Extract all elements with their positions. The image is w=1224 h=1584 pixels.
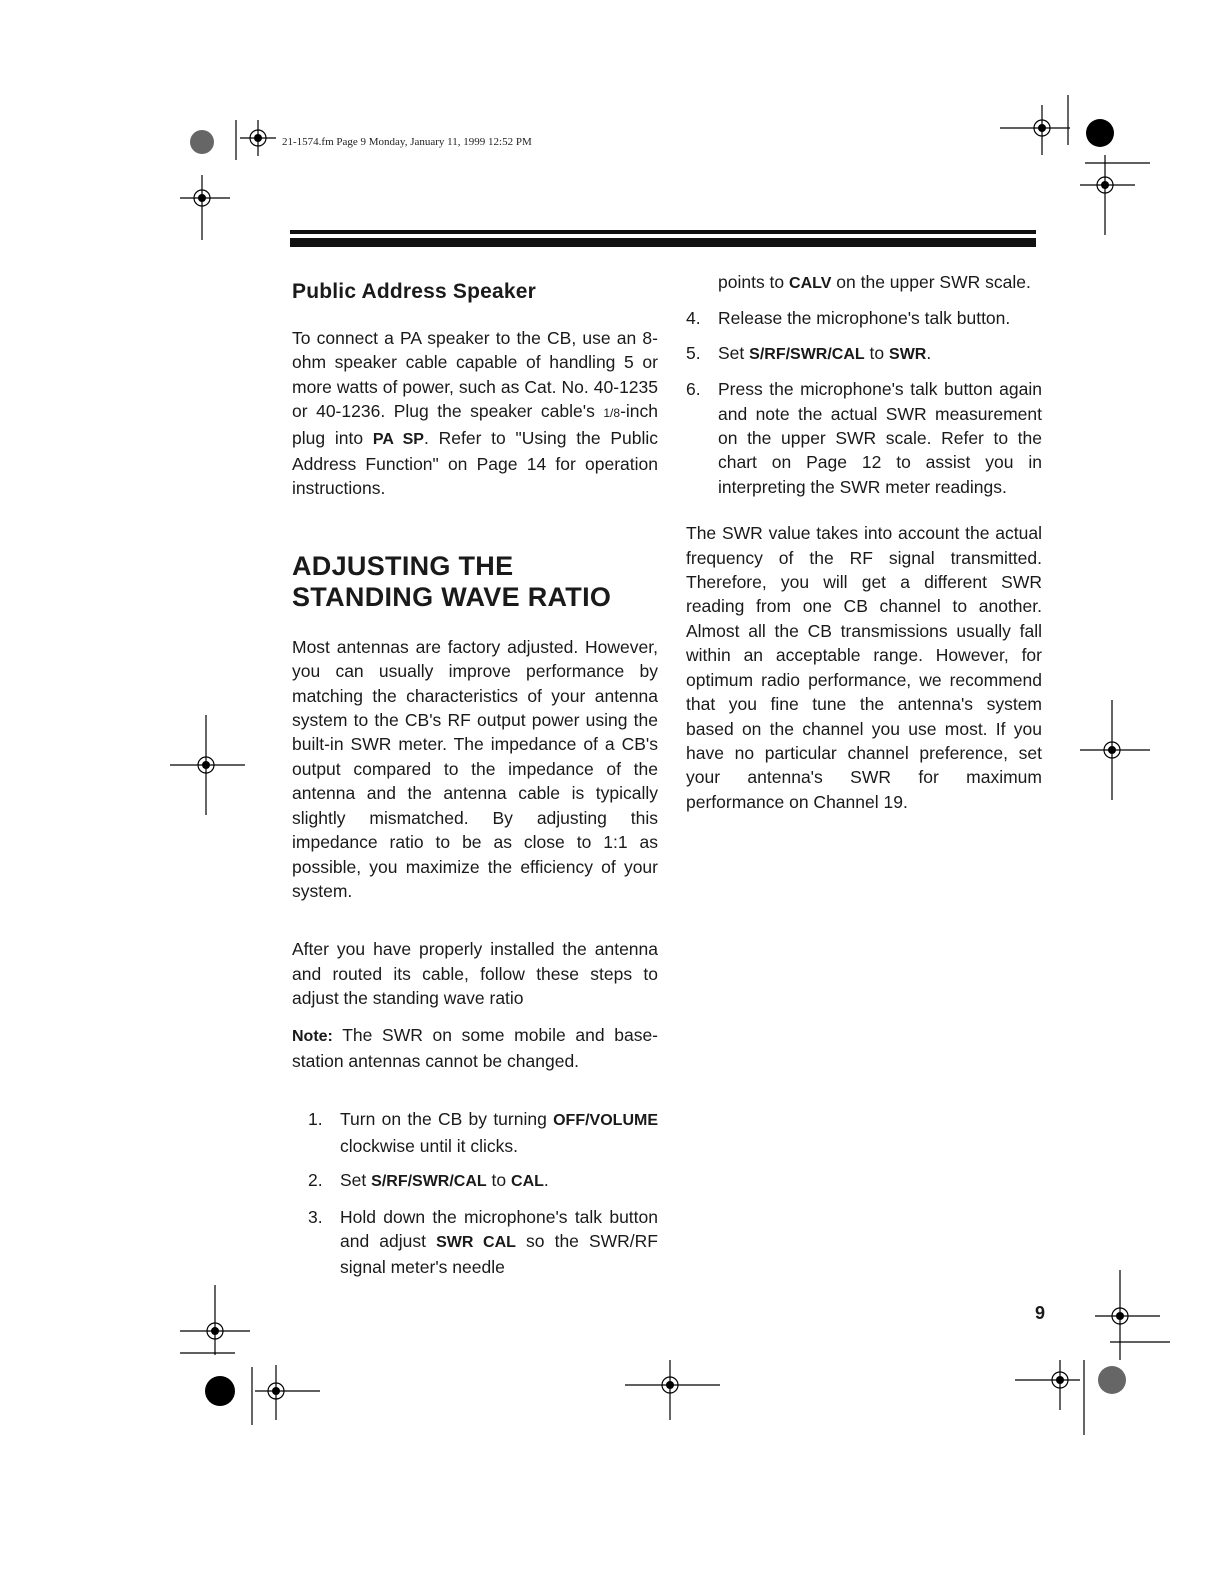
swr-value-paragraph: The SWR value takes into account the actual frequency of the RF signal transmitted. Therefore, you will get a different SWR reading from one CB channel to another. Almost all the CB transmissions usually fall within an acceptable range. However, for optimum radio performance, we recommend that you fine tune the antenna's system based on the channel you use most. If you have no particular channel preference, set your antenna's SWR for maximum performance on Channel 19.	[686, 523, 1042, 812]
step-number: 2.	[308, 1170, 323, 1191]
starburst-icon	[190, 130, 214, 154]
list-item	[308, 1205, 658, 1280]
list-item	[686, 377, 1042, 499]
swr-note	[292, 1023, 658, 1074]
list-item	[686, 341, 1042, 367]
registration-marks-top-right	[990, 95, 1150, 245]
registration-marks-top-left	[180, 120, 320, 250]
step-text: Set	[340, 1170, 372, 1191]
registration-mark-right-mid	[1080, 700, 1160, 810]
registration-marks-bottom-right	[1010, 1270, 1170, 1440]
pa-text-2: -inch plug into	[292, 401, 658, 448]
swr-intro-paragraph: Most antennas are factory adjusted. However, you can usually improve performance by matching the characteristics of your antenna system to the CB's RF output power using the built-in SWR meter. The impedance of a CB's output compared to the impedance of the antenna and the antenna cable is typically slightly mismatched. By adjusting this impedance ratio to be as close to 1:1 as possible, you maximize the efficiency of your system.	[292, 636, 658, 901]
step-text: Press the microphone's talk button again and note the actual SWR measurement on the upper SWR scale. Refer to the chart on Page 12 to assist you in interpreting the SWR meter readings.	[718, 379, 1042, 497]
page-number: 9	[1035, 1303, 1046, 1323]
solid-dot-icon	[205, 1376, 235, 1406]
control-name: CAL	[511, 1173, 544, 1191]
step-number: 3.	[308, 1206, 323, 1227]
step-text: clockwise until it clicks.	[340, 1135, 518, 1156]
step-text: .	[926, 342, 932, 363]
swr-title-line2: STANDING WAVE RATIO	[292, 581, 612, 612]
step-text: Turn on the CB by turning	[340, 1109, 554, 1130]
step-text: on the upper SWR scale.	[831, 272, 1031, 292]
note-label: Note:	[292, 1027, 333, 1045]
pa-text-3: . Refer to "Using the Public Address Function" on Page 14 for operation instructions.	[292, 427, 659, 499]
step-text: Release the microphone's talk button.	[718, 308, 1011, 329]
step-number: 4.	[686, 308, 701, 329]
note-text: The SWR on some mobile and base-station antennas cannot be changed.	[292, 1024, 658, 1071]
control-name: S/RF/SWR/CAL	[749, 345, 865, 363]
left-column	[292, 280, 658, 1290]
registration-marks-bottom-left	[180, 1285, 330, 1445]
top-rule-thick	[290, 238, 1036, 247]
control-name: SWR	[889, 345, 927, 363]
steps-list-right	[686, 306, 1042, 499]
registration-mark-left-mid	[170, 715, 250, 815]
steps-list-left	[308, 1107, 658, 1279]
control-name: S/RF/SWR/CAL	[371, 1173, 487, 1191]
list-item	[308, 1107, 658, 1158]
section-title-pa-speaker: Public Address Speaker	[292, 280, 537, 303]
swr-title-line1: ADJUSTING THE	[292, 550, 514, 581]
swr-steps-intro: After you have properly installed the antenna and routed its cable, follow these steps to adjust the standing wave ratio	[292, 939, 658, 1009]
step-text: to	[864, 342, 890, 363]
list-item	[686, 306, 1042, 330]
step-text: .	[543, 1170, 549, 1191]
fraction: 1/8	[603, 406, 621, 421]
step-text: points to	[718, 272, 790, 292]
step-3-continuation	[686, 270, 1042, 296]
step-text: Set	[718, 342, 750, 363]
top-rule	[290, 230, 1036, 234]
step-number: 1.	[308, 1109, 323, 1130]
step-text: so the SWR/RF signal meter's needle	[340, 1230, 658, 1278]
step-number: 6.	[686, 379, 701, 400]
step-text: Hold down the microphone's talk button and adjust	[340, 1206, 658, 1251]
registration-mark-bottom-center	[620, 1360, 730, 1430]
right-column	[686, 270, 1042, 814]
control-name: CALV	[789, 275, 832, 292]
file-header-line: 21-1574.fm Page 9 Monday, January 11, 1999 12:52 PM	[282, 136, 532, 148]
pa-speaker-paragraph	[292, 326, 658, 501]
pa-text-1: To connect a PA speaker to the CB, use an 8-ohm speaker cable capable of handling 5 or more watts of power, such as Cat. No. 40-1235 or 40-1236. Plug the speaker cable's	[292, 328, 658, 422]
solid-dot-icon	[1086, 119, 1114, 147]
step-text: to	[486, 1170, 512, 1191]
section-title-swr	[292, 551, 658, 613]
pa-sp-jack: PA SP	[372, 430, 424, 448]
list-item	[308, 1168, 658, 1194]
step-number: 5.	[686, 342, 701, 363]
starburst-icon	[1098, 1366, 1126, 1394]
control-name: SWR CAL	[436, 1233, 516, 1251]
control-name: OFF/VOLUME	[553, 1112, 658, 1130]
